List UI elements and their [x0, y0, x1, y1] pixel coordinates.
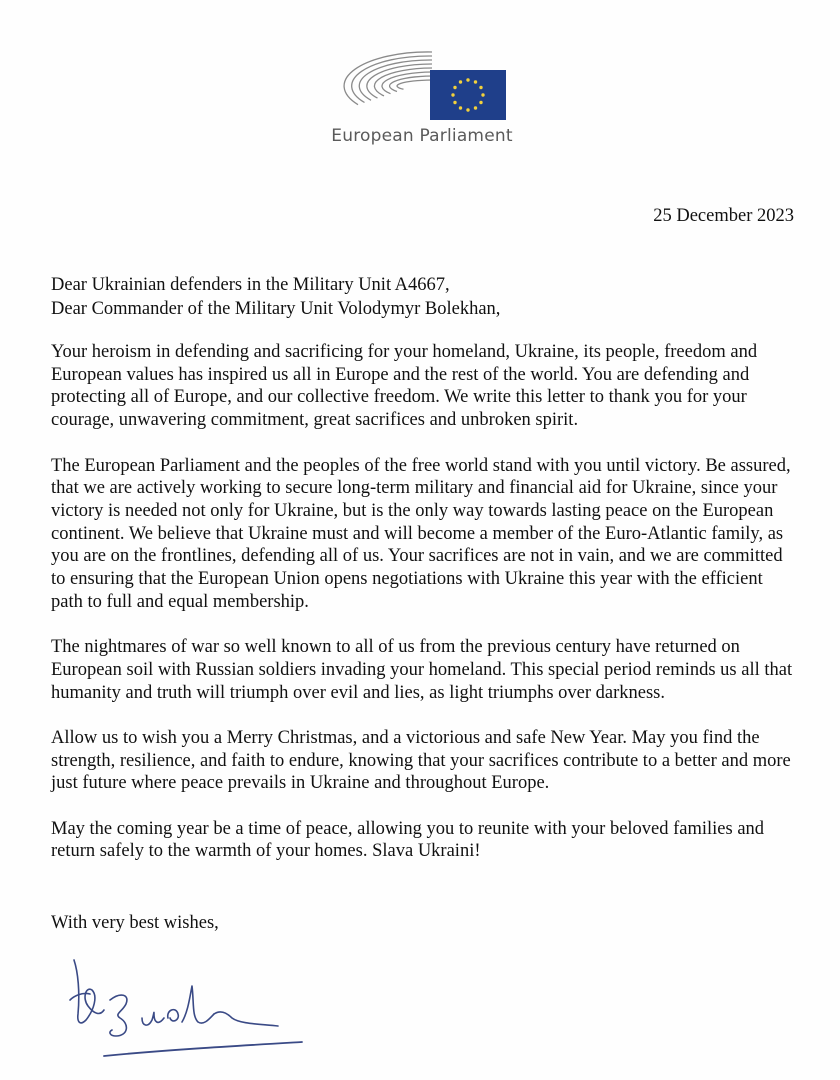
eu-star-icon: [466, 78, 469, 81]
eu-star-icon: [459, 106, 462, 109]
letter-body: [51, 341, 797, 886]
eu-star-icon: [459, 80, 462, 83]
eu-star-icon: [453, 86, 456, 89]
eu-star-icon: [479, 86, 482, 89]
european-parliament-logo: [338, 26, 510, 122]
paragraph: The nightmares of war so well known to all of us from the previous century have returned on European soil with Russian soldiers invading your homeland. This special period reminds us all that humanity and truth will triumph over evil and lies, as light triumphs over darkness.: [51, 637, 793, 703]
eu-flag-icon: [430, 70, 506, 120]
org-name: European Parliament: [331, 126, 513, 146]
hemicycle-arc: [397, 80, 432, 89]
salutation-line: Dear Ukrainian defenders in the Military Unit A4667,: [51, 275, 450, 295]
hemicycle-arc: [382, 72, 432, 94]
salutation-line: Dear Commander of the Military Unit Volodymyr Bolekhan,: [51, 298, 501, 319]
eu-star-icon: [474, 106, 477, 109]
hemicycle-arc: [390, 76, 432, 92]
eu-star-icon: [481, 93, 484, 96]
eu-star-icon: [466, 108, 469, 111]
signature: [64, 952, 314, 1067]
closing: With very best wishes,: [51, 913, 219, 933]
eu-star-icon: [453, 101, 456, 104]
paragraph: Your heroism in defending and sacrificing for your homeland, Ukraine, its people, freedom and European values has inspired us all in Europe and the rest of the world. You are defending and protecting all of Europe, and our collective freedom. We write this letter to thank you for your courage, unwavering commitment, great sacrifices and unbroken spirit.: [51, 342, 758, 431]
eu-star-icon: [474, 80, 477, 83]
paragraph: The European Parliament and the peoples of the free world stand with you until victory. Be assured, that we are actively working to secure long-term military and financial aid for Ukraine, since your victory is needed not only for Ukraine, but is the only way towards lasting peace on the European continent. We believe that Ukraine must and will become a member of the Euro-Atlantic family, as you are on the frontlines, defending all of us. Your sacrifices are not in vain, and we are committed to ensuring that the European Union opens negotiations with Ukraine this year with the efficient path to full and equal membership.: [51, 455, 791, 612]
paragraph: May the coming year be a time of peace, allowing you to reunite with your beloved families and return safely to the warmth of your homes. Slava Ukraini!: [51, 818, 765, 862]
letter-date: 25 December 2023: [653, 206, 794, 226]
hemicycle-icon: [344, 52, 432, 105]
eu-star-icon: [451, 93, 454, 96]
eu-star-icon: [479, 101, 482, 104]
salutation: [51, 274, 500, 321]
paragraph: Allow us to wish you a Merry Christmas, and a victorious and safe New Year. May you find the strength, resilience, and faith to endure, knowing that your sacrifices contribute to a better and more just future where peace prevails in Ukraine and throughout Europe.: [51, 727, 791, 794]
